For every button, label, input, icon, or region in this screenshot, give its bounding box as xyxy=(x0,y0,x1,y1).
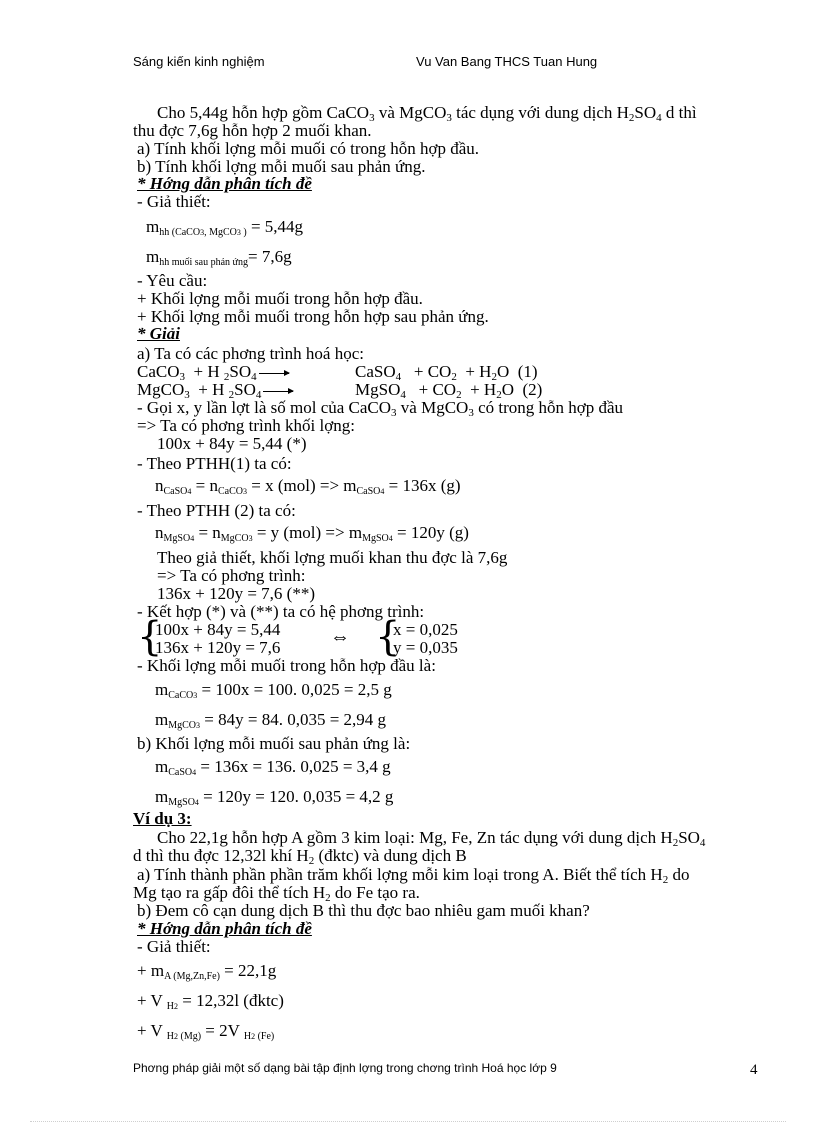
left-brace: { xyxy=(137,614,163,660)
result-x: x = 0,025 xyxy=(393,620,458,639)
example-3-guide-title: * Hớng dẫn phân tích đề xyxy=(137,919,312,938)
page-bottom-divider xyxy=(30,1121,786,1122)
pthh-2-line: nMgSO4 = nMgCO3 = y (mol) => mMgSO4 = 120y (g) xyxy=(155,523,469,544)
equation-1: CaCO$_3$ + H $_2SO_4$ xyxy=(137,363,291,381)
example-3-given-1: + mA (Mg,Zn,Fe) = 22,1g xyxy=(137,961,277,982)
system-eq-1: 100x + 84y = 5,44 xyxy=(155,620,281,639)
given-mass-1: mhh (CaCO3, MgCO3 ) = 5,44g xyxy=(146,217,304,238)
pthh-1-label: - Theo PTHH(1) ta có: xyxy=(137,454,292,473)
then-equation-2: => Ta có phơng trình: xyxy=(157,566,306,585)
equation-star: 100x + 84y = 5,44 (*) xyxy=(157,434,307,453)
intro-line-1: Cho 5,44g hỗn hợp gồm CaCO$_3$ và MgCO$_3$ tác dụng với dung dịch $H_2SO_4$ d thì xyxy=(157,103,697,124)
result-y: y = 0,035 xyxy=(393,638,458,657)
example-3-given-3: + V H2 (Mg) = 2V H2 (Fe) xyxy=(137,1021,275,1042)
equivalence-icon: ⇔ xyxy=(330,626,350,648)
example-3-question-a-2: Mg tạo ra gấp đôi thể tích $H_2$ do Fe tạo ra. xyxy=(133,883,420,904)
right-brace: { xyxy=(375,614,401,660)
header-right: Vu Van Bang THCS Tuan Hung xyxy=(416,54,598,69)
requirement-2: + Khối lợng mỗi muối trong hỗn hợp sau phản ứng. xyxy=(137,307,489,326)
requirement-label: - Yêu cầu: xyxy=(137,271,208,290)
page-number: 4 xyxy=(750,1062,758,1078)
requirement-1: + Khối lợng mỗi muối trong hỗn hợp đầu. xyxy=(137,289,423,308)
system-eq-2: 136x + 120y = 7,6 xyxy=(155,638,281,657)
question-b: b) Tính khối lợng mỗi muối sau phản ứng. xyxy=(137,157,426,176)
example-3-given-label: - Giả thiết: xyxy=(137,937,211,956)
equation-double-star: 136x + 120y = 7,6 (**) xyxy=(157,584,315,603)
given-2: Theo giả thiết, khối lợng muối khan thu đợc là 7,6g xyxy=(157,548,508,567)
mass-first-label: - Khối lợng mỗi muối trong hỗn hợp đầu là: xyxy=(137,656,436,675)
footer-text: Phơng pháp giải một số dạng bài tập định lợng trong chơng trình Hoá học lớp 9 xyxy=(133,1061,557,1075)
given-label: - Giả thiết: xyxy=(137,192,211,211)
intro-line-2: thu đợc 7,6g hỗn hợp 2 muối khan. xyxy=(133,121,372,140)
equation-2-products: MgSO$_4$ + $CO_2 + H_2O$ (2) xyxy=(355,380,543,401)
equation-2: MgCO$_3$ + H $_2SO_4$ xyxy=(137,381,295,399)
then-equation-1: => Ta có phơng trình khối lợng: xyxy=(137,416,355,435)
example-3-line-2: d thì thu đợc 12,32l khí $H_2$ (đktc) và dung dịch B xyxy=(133,846,467,867)
example-3-title: Ví dụ 3: xyxy=(133,809,192,828)
reaction-arrow xyxy=(259,373,289,374)
combine-label: - Kết hợp (*) và (**) ta có hệ phơng trình: xyxy=(137,602,425,621)
equation-1-products: CaSO$_4$ + $CO_2 + H_2O$ (1) xyxy=(355,362,538,383)
solution-title: * Giải xyxy=(137,324,180,343)
pthh-2-label: - Theo PTHH (2) ta có: xyxy=(137,501,296,520)
pthh-1-line: nCaSO4 = nCaCO3 = x (mol) => mCaSO4 = 136x (g) xyxy=(155,476,461,497)
example-3-question-a-1: a) Tính thành phần phần trăm khối lợng mỗi kim loại trong A. Biết thể tích $H_2$ do xyxy=(137,865,690,886)
solution-a-intro: a) Ta có các phơng trình hoá học: xyxy=(137,344,364,363)
reaction-arrow xyxy=(263,391,293,392)
example-3-line-1: Cho 22,1g hỗn hợp A gồm 3 kim loại: Mg, Fe, Zn tác dụng với dung dịch $H_2SO_4$ xyxy=(157,828,706,849)
let-variables: - Gọi x, y lần lợt là số mol của CaCO$_3$ và MgCO$_3$ có trong hỗn hợp đầu xyxy=(137,398,624,419)
mass-mgso4: mMgSO4 = 120y = 120. 0,035 = 4,2 g xyxy=(155,787,394,808)
mass-caco3: mCaCO3 = 100x = 100. 0,025 = 2,5 g xyxy=(155,680,392,701)
solution-b-intro: b) Khối lợng mỗi muối sau phản ứng là: xyxy=(137,734,411,753)
example-3-question-b: b) Đem cô cạn dung dịch B thì thu đợc bao nhiêu gam muối khan? xyxy=(137,901,590,920)
question-a: a) Tính khối lợng mỗi muối có trong hỗn hợp đầu. xyxy=(137,139,480,158)
guide-title: * Hớng dẫn phân tích đề xyxy=(137,174,312,193)
header-left: Sáng kiến kinh nghiệm xyxy=(133,54,265,69)
example-3-given-2: + V H2 = 12,32l (đktc) xyxy=(137,991,284,1012)
mass-mgco3: mMgCO3 = 84y = 84. 0,035 = 2,94 g xyxy=(155,710,387,731)
given-mass-2: mhh muối sau phản ứng= 7,6g xyxy=(146,247,292,268)
mass-caso4: mCaSO4 = 136x = 136. 0,025 = 3,4 g xyxy=(155,757,391,778)
